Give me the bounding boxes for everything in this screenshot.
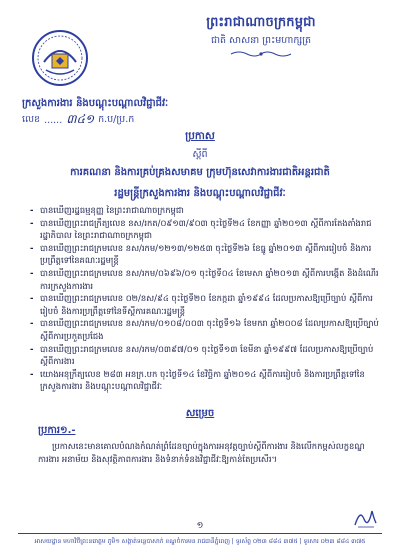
article-1-heading: ប្រការ១.- [38, 425, 76, 436]
reference-number-line [22, 111, 134, 129]
list-item: - យោងអនុក្រឹត្យលេខ ២៨៣ អនក្រ.បក ចុះថ្ងៃទី១៤ ខែវិច្ឆិកា ឆ្នាំ២០១៤ ស្តីពីការរៀបចំ និងការប្រព្រឹត្តទៅនៃក្រសួងការងារ និងបណ្តុះបណ្តាលវិជ្ជាជីវៈ [30, 368, 365, 392]
list-item: - បានឃើញព្រះរាជក្រមលេខ នស/រកម/០១០៨/០០៣ ចុះថ្ងៃទី១៦ ខែមករា ឆ្នាំ២០០៨ ដែលប្រកាសឱ្យប្រើច្បាប់ ស្តីពីការប្រកួតប្រជែង [30, 318, 379, 341]
ref-number: ៣៤១ [66, 112, 95, 126]
national-motto: ជាតិ សាសនា ព្រះមហាក្សត្រ [210, 35, 312, 46]
ref-suffix: ក.ប/ប្រ.ក [98, 114, 135, 125]
decision-heading: សម្រេច [185, 408, 215, 419]
list-item: - បានឃើញព្រះរាជក្រមលេខ នស/រកម/០៦៩៦/០១ ចុះថ្ងៃទី០៤ ខែមេសា ឆ្នាំ២០១៣ ស្តីពីការបង្កើត និងដំណើរការក្រសួងការងារ [30, 267, 379, 291]
footer-address: អាសយដ្ឋាន មហាវិថីព្រះនរោត្តម ភូមិ១ សង្កាត់ទន្លេបាសាក់ ខណ្ឌចំការមន រាជធានីភ្នំពេញ | ទូរស័ព្ទ ០២៣ ៨៨៤ ៣៧៥ | ទូរសារ ០២៣ ៨៨៤ ៣៧៥ [34, 538, 366, 545]
ref-dots: ...... [44, 114, 63, 126]
ornament-divider-icon [229, 50, 293, 58]
article-1-body: ប្រកាសនេះមានគោលបំណងកំណត់ព្រំដែនច្បាប់ក្នុងការអនុវត្តច្បាប់ស្តីពីការងារ និងលើកកម្ពស់លក្ខខណ្ឌការងារ អនាម័យ និងសុវត្ថិភាពការងារ និងទំនាក់ទំនងវិជ្ជាជីវៈឱ្យកាន់តែប្រសើរ។ [38, 441, 365, 464]
ministry-name: ក្រសួងការងារ និងបណ្តុះបណ្តាលវិជ្ជាជីវៈ [22, 98, 169, 109]
document-title-block [0, 130, 400, 201]
legal-grounds-list [30, 204, 380, 393]
document-about: ស្តីពី [192, 149, 208, 160]
list-item: - បានឃើញព្រះរាជក្រមលេខ នស/រកម/០៣៩៧/០១ ចុះថ្ងៃទី១៣ ខែមីនា ឆ្នាំ១៩៩៧ ដែលប្រកាសឱ្យប្រើច្បាប់ ស្តីពីការងារ [30, 343, 374, 367]
list-item: - បានឃើញព្រះរាជក្រឹត្យលេខ នស/រកត/០៩១៣/៩០៣ ចុះថ្ងៃទី២៤ ខែកញ្ញា ឆ្នាំ២០១៣ ស្តីពីការតែងតាំងរាជរដ្ឋាភិបាល នៃព្រះរាជាណាចក្រកម្ពុជា [30, 217, 372, 241]
issuer-line: រដ្ឋមន្ត្រីក្រសួងការងារ និងបណ្តុះបណ្តាលវិជ្ជាជីវៈ [114, 188, 286, 199]
ref-prefix: លេខ [22, 114, 41, 125]
footer-divider [18, 533, 382, 534]
list-item: - បានឃើញរដ្ឋធម្មនុញ្ញ នៃព្រះរាជាណាចក្រកម្ពុជា [30, 205, 184, 215]
document-type: ប្រកាស [185, 130, 215, 142]
issuer-ministry [22, 96, 168, 111]
page-number: ១ [196, 521, 204, 531]
list-item: - បានឃើញព្រះរាជក្រមលេខ នស/រកម/១២១៣/១២៥៣ ចុះថ្ងៃទី២៦ ខែធ្នូ ឆ្នាំ២០១៣ ស្តីពីការរៀបចំ និងការប្រព្រឹត្តទៅនៃគណៈរដ្ឋមន្ត្រី [30, 242, 372, 266]
document-subject: ការគណនា និងការគ្រប់គ្រងសមាគម ក្រុមហ៊ុនសេវាការងារជាតិអន្តរជាតិ [70, 167, 330, 178]
kingdom-title: ព្រះរាជាណាចក្រកម្ពុជា [206, 15, 316, 30]
list-item: - បានឃើញព្រះរាជក្រមលេខ ០២/នស/៩៤ ចុះថ្ងៃទី២០ ខែកក្កដា ឆ្នាំ១៩៩៤ ដែលប្រកាសឱ្យប្រើច្បាប់ ស្តីពីការរៀបចំ និងការប្រព្រឹត្តទៅនៃទីស្តីការគណៈរដ្ឋមន្ត្រី [30, 293, 373, 316]
ministry-emblem-icon [30, 28, 90, 88]
